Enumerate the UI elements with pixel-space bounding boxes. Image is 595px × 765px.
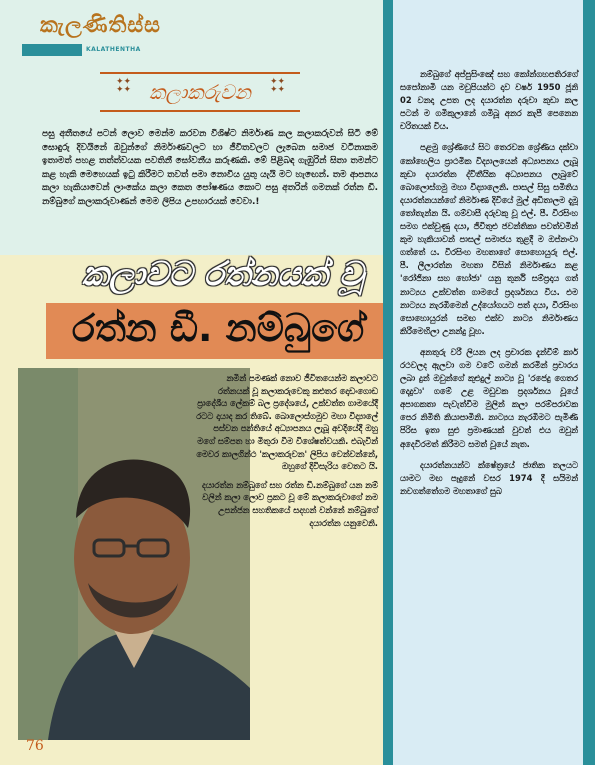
right-paragraph-3: අනතුරු වරී ලියන ලද ප්‍රචාරක දැන්වීම් කාර් රථවලද ඇලවා ගම වටේ ගමන් කරමින් ප්‍රචාරය ලබා දුන් ඔවුන්ගේ කුළුදුල් නාට්‍ය වූ 'රජෙදු ගෙතර දෙදුවා' ගමේ උළ මඩුවක ප්‍රදර්ශනය වූයේ අපාගකතා පැවැත්වීම මුලින් කලා පරම්පරාවක පෙර නිමිති කියාපාමිනි. නාට්‍යය නැරඹීමට පැමිණි පිරිස ඉතා සුළු ප්‍රමාණයක් වුවත් එය ඔවුන් අදෙවිරමත් කිරීමට සමත් වූයේ නැත. [400,346,578,449]
right-paragraph-2: පළමු ශ්‍රේණියේ සිට තෙරවන ශ්‍රේණිය දක්වා කෝහෙලිය ප්‍රාථමික විද්‍යාලයෙන් අධ්‍යාපනය ලැබූ කුඩා දයාරත්න ද්විතීයික අධ්‍යාපනය ලැබුවේ බොලොස්ගමු මහා විද්‍යාලෙනි. පාසල් සිසු සමිතිය දයාරත්නයන්ගේ නිර්මාණ දිවියේ මුල් අඩිතාලම දැමූ තෝතැන්න යි. ගම්වාසී දරුවකු වූ එල්. පී. වීරසිංහ සමග එක්වුණු දයා, ජිවිතුළු ජවන්තිකා පවත්වමින් කුම හැකියාවන් පාසල් සමාජය තුළදී ම ඔප්නංවා ගත්තේ ය. වීරසිංහ මහතාගේ සොහොයුරු එල්. පී. ලීලාරත්න මහතා විසින් නිර්මාණය කළ 'රෝජිනා සහ හෝජා' යනු තුර්නි සම්ප්‍රදාය ගත් නාට්‍යය උක්වත්ත ගාමයේ ප්‍රදර්ශනය විය. එම නාට්‍යය නැරඹිමෙන් උද්යෝගයට පත් දයා, වීරසිංහ සොහොයුරන් සමඟ එක්ව නාට්‍ය නිර්මාණය කිරීමෙහිලා උනන්දු වූහ. [400,142,578,336]
middle-paragraph-2: දයාරත්න නම්බුගේ සහ රත්න ඩී.නම්බුගේ යන නම් වලින් කලා ලොව ප්‍රකට වූ මේ කලාකරුවාගේ නම උපන්ජන සහතිකයේ සදහන් වන්නේ නම්බුගේ දයාරත්න යනුවෙනි. [202,479,378,528]
right-paragraph-1: නම්බුගේ අප්පුසිංඤේ සහ කෝන්ගහපතිරගේ සපෝනාමි යන මවුපියන්ට දාව වර්ෂ 1950 ජූනි 02 වනදා උපත ලද දයාරත්න දරුවා කුඩා කල පටන් ම ගමිකුලානේ ගමිබූ අනර කැපී පෙනෙන චරිතයක් විය. [400,69,578,132]
decorative-stars-left: ✦✦ ✦✦ [116,77,132,95]
middle-paragraph-1: නමින් පමණක් නොව ජීවිතයෙන්ම කලාවට රත්නයක් වූ කලාකරුවෙකු කළුතර දොඩංගොඩ ප්‍රාදේශීය ලේකම් බල ප්‍රදේශයේ, උක්වත්ත ගාමයේදී රටට දායාද කර තිබේ. බොලොස්ගමුව මහා විද්‍යාලේ පස්වන පන්තියේ අධ්‍යාපනය ලැබූ අවදියේදී ඔහු මගේ සම්පත හා මිතුරා වීම විශේෂත්වයකි. එබැවින් මෙවර කාලගින්ථ 'කලාකරුවන' ලිපිය වෙන්වන්නේ, ඔහුගේ දිවිසැරිය වෙතට යි. [196,373,378,472]
logo-accent-bar [22,44,82,56]
logo-subtitle: KALATHENTHA [86,46,141,53]
section-title: කලාකරුවන [149,80,251,104]
magazine-logo [22,10,161,58]
decorative-stars-right: ✦✦ ✦✦ [270,77,286,95]
page-number: 76 [26,738,44,754]
headline-line-1: කලාවට රත්නයක් වූ [82,254,364,293]
intro-paragraph: පසු අතීතයේ පටන් ලොව මෙන්ම කරවන විශිෂ්ට නිර්මාණ කල කලාකරුවන් සිටී මේ සොඳුරු දිවයිනේ ඔවුන්ගේ නිර්මාණවලට හා ජීවිතවලට ලැබෙන සමාජ වටිනාකම ඉතාමත් පහළ තත්ත්වයක පවතිනී සෝවනීය කරුණකි. මේ පිළිබඳ ගැඹුරින් සිතා තමන්ට කළ හැකි මෙහෙයක් ඉටු කිරීමට තවත් පමා නොවිය යුතු යැයි මට හැඟෙන්. තම ආපනය කලා හැකියාවෙන් ලාංකේය කලා කෙත පෝෂණය කොට පසු අතරින් ගමනක් රත්න ඩී. නම්බුගේ කලාකරුවාණන් මෙම ලිපිය උපහාරයක් වෙවා.! [42,129,378,207]
right-article-text [400,68,578,506]
right-paragraph-4: දයාරත්නයන්ට ක්ෂේත්‍රයේ ජාතික තලයට යාමට මඟ පෑදුනේ වසර 1974 දී සයිමන් නවගත්තේගම මහතාගේ සුබ [400,459,578,496]
column-divider-strip [383,0,393,765]
logo-title: කැලණිතිස්ස [40,12,161,38]
middle-article-text [196,372,378,535]
page-edge-strip [583,0,595,765]
headline-line-2: රත්න ඩී. නම්බුගේ [72,306,365,350]
